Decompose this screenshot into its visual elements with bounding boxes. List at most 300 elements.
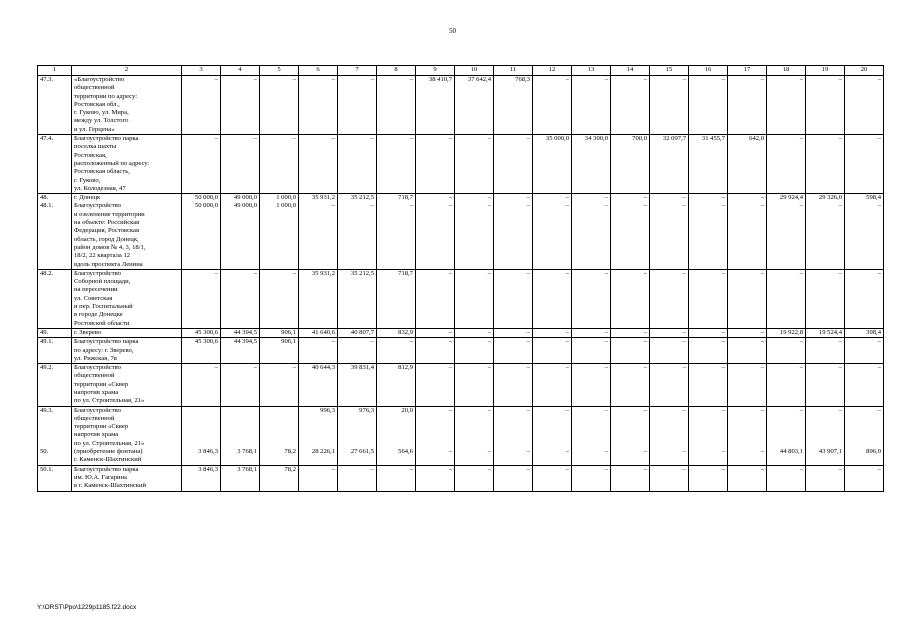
amount-cell — [650, 76, 689, 135]
cell-line: 598,4 — [866, 194, 881, 202]
cell-line: – — [331, 202, 335, 210]
amount-cell — [221, 76, 260, 135]
cell-line: – — [487, 202, 491, 210]
cell-line — [223, 407, 257, 415]
amount-cell — [221, 338, 260, 364]
cell-line: – — [448, 465, 452, 473]
cell-line: – — [799, 465, 803, 473]
cell-line: – — [799, 76, 803, 83]
amount-cell — [845, 406, 884, 465]
cell-line — [379, 431, 413, 439]
cell-line: – — [760, 269, 764, 277]
cell-line: – — [682, 269, 686, 277]
amount-cell — [767, 406, 806, 465]
cell-line — [730, 431, 764, 439]
cell-line: – — [838, 135, 842, 143]
cell-line: – — [604, 76, 608, 83]
cell-line: им. Ю.А. Гагарина — [74, 473, 127, 481]
column-number-header: 14 — [611, 66, 650, 76]
cell-line: – — [565, 194, 569, 202]
amount-cell — [806, 465, 845, 491]
amount-cell — [338, 328, 377, 337]
cell-line: 38 410,7 — [428, 76, 452, 83]
cell-line: 44 394,5 — [233, 338, 257, 346]
cell-line — [379, 415, 413, 423]
cell-line: 3 846,3 — [198, 465, 218, 473]
amount-cell — [728, 338, 767, 364]
cell-line — [457, 440, 491, 448]
cell-line: 78,2 — [284, 465, 296, 473]
budget-table — [37, 65, 884, 492]
cell-line: Ростовская, — [74, 151, 107, 159]
cell-line: – — [526, 338, 530, 346]
object-name-cell — [72, 465, 182, 491]
cell-line — [769, 415, 803, 423]
amount-cell — [533, 465, 572, 491]
cell-line — [769, 440, 803, 448]
amount-cell — [455, 194, 494, 270]
cell-line: – — [877, 338, 881, 346]
amount-cell — [806, 364, 845, 406]
cell-line: – — [760, 338, 764, 346]
amount-cell — [377, 406, 416, 465]
cell-line: – — [604, 406, 608, 414]
cell-line: Ростовская область, — [74, 168, 130, 176]
cell-line — [652, 415, 686, 423]
cell-line: – — [565, 364, 569, 372]
cell-line — [652, 423, 686, 431]
amount-cell — [572, 76, 611, 135]
cell-line: 47.3. — [40, 76, 54, 83]
table-row — [38, 328, 884, 337]
cell-line: общественной — [74, 84, 115, 92]
cell-line: 43 907,1 — [818, 448, 842, 456]
amount-cell — [377, 194, 416, 270]
cell-line — [40, 423, 69, 431]
cell-line: 832,9 — [398, 328, 413, 336]
column-number-header: 7 — [338, 66, 377, 76]
cell-line: – — [370, 338, 374, 346]
cell-line: – — [682, 406, 686, 414]
cell-line: – — [526, 135, 530, 143]
cell-line — [574, 415, 608, 423]
cell-line: 29 326,0 — [818, 194, 842, 202]
cell-line — [301, 423, 335, 431]
cell-line: – — [448, 406, 452, 414]
cell-line: 37 642,4 — [467, 76, 491, 83]
amount-cell — [221, 465, 260, 491]
cell-line — [184, 431, 218, 439]
amount-cell — [182, 269, 221, 328]
cell-line: – — [838, 465, 842, 473]
cell-line — [340, 431, 374, 439]
cell-line — [613, 423, 647, 431]
amount-cell — [221, 269, 260, 328]
cell-line: 27 661,5 — [350, 448, 374, 456]
amount-cell — [572, 269, 611, 328]
cell-line: – — [721, 328, 725, 336]
amount-cell — [338, 364, 377, 406]
column-number-header: 9 — [416, 66, 455, 76]
cell-line: – — [253, 364, 257, 372]
cell-line: – — [331, 135, 335, 143]
cell-line: г. Зверево — [74, 328, 102, 336]
amount-cell — [689, 338, 728, 364]
table-row — [38, 135, 884, 194]
cell-line: район домов № 4, 3, 18/1, — [74, 243, 146, 251]
amount-cell — [299, 465, 338, 491]
cell-line — [652, 440, 686, 448]
cell-line: – — [760, 194, 764, 202]
column-number-header-row — [38, 66, 884, 76]
amount-cell — [416, 135, 455, 194]
cell-line: – — [760, 406, 764, 414]
cell-line: – — [526, 364, 530, 372]
cell-line: 31 455,7 — [701, 135, 725, 143]
amount-cell — [806, 406, 845, 465]
cell-line: Благоустройство парка — [74, 135, 139, 143]
cell-line: – — [526, 328, 530, 336]
cell-line: – — [370, 76, 374, 83]
table-row — [38, 194, 884, 270]
cell-line: – — [643, 76, 647, 83]
cell-line: 49.3. — [40, 406, 54, 414]
amount-cell — [455, 465, 494, 491]
cell-line: по ул. Строительная, 21» — [74, 439, 145, 447]
cell-line: 768,3 — [515, 76, 530, 83]
cell-line: 906,1 — [281, 338, 296, 346]
cell-line: на объекте: Российская — [74, 219, 140, 227]
cell-line: 906,1 — [281, 328, 296, 336]
cell-line: – — [799, 202, 803, 210]
cell-line: – — [604, 328, 608, 336]
amount-cell — [494, 338, 533, 364]
amount-cell — [845, 269, 884, 328]
amount-cell — [455, 135, 494, 194]
cell-line: 1 000,0 — [276, 194, 296, 202]
cell-line — [457, 431, 491, 439]
cell-line — [574, 440, 608, 448]
amount-cell — [611, 338, 650, 364]
cell-line: 996,3 — [320, 406, 335, 414]
cell-line: – — [526, 194, 530, 202]
cell-line: – — [643, 364, 647, 372]
cell-line: 45 300,6 — [194, 328, 218, 336]
cell-line — [340, 415, 374, 423]
cell-line — [730, 440, 764, 448]
cell-line: 718,7 — [398, 194, 413, 202]
amount-cell — [689, 465, 728, 491]
cell-line — [613, 440, 647, 448]
amount-cell — [299, 194, 338, 270]
amount-cell — [845, 465, 884, 491]
cell-line: – — [604, 364, 608, 372]
cell-line: 48. — [40, 194, 49, 202]
cell-line: г. Гуково, ул. Мира, — [74, 109, 129, 117]
cell-line: – — [721, 364, 725, 372]
cell-line — [262, 423, 296, 431]
amount-cell — [728, 364, 767, 406]
cell-line — [691, 440, 725, 448]
amount-cell — [572, 364, 611, 406]
cell-line: – — [682, 364, 686, 372]
object-name-cell — [72, 194, 182, 270]
cell-line: Благоустройство — [74, 406, 121, 414]
amount-cell — [416, 194, 455, 270]
amount-cell — [689, 328, 728, 337]
amount-cell — [767, 328, 806, 337]
cell-line: Благоустройство — [74, 364, 121, 372]
cell-line: – — [253, 76, 257, 83]
amount-cell — [689, 269, 728, 328]
cell-line — [808, 440, 842, 448]
amount-cell — [260, 406, 299, 465]
object-name-cell — [72, 406, 182, 465]
amount-cell — [650, 406, 689, 465]
amount-cell — [377, 465, 416, 491]
cell-line: Соборной площади, — [74, 278, 131, 286]
cell-line — [418, 431, 452, 439]
cell-line: – — [877, 202, 881, 210]
cell-line: – — [448, 448, 452, 456]
cell-line: 35 212,5 — [350, 194, 374, 202]
cell-line — [496, 440, 530, 448]
cell-line — [418, 423, 452, 431]
cell-line: – — [526, 202, 530, 210]
cell-line: 896,0 — [866, 448, 881, 456]
column-number-header: 3 — [182, 66, 221, 76]
cell-line: 49.2. — [40, 364, 54, 372]
amount-cell — [377, 328, 416, 337]
amount-cell — [650, 364, 689, 406]
cell-line: – — [877, 465, 881, 473]
column-number-header: 20 — [845, 66, 884, 76]
cell-line: – — [370, 135, 374, 143]
cell-line — [457, 423, 491, 431]
column-number-header: 1 — [38, 66, 72, 76]
cell-line: 3 768,1 — [237, 448, 257, 456]
cell-line: – — [799, 269, 803, 277]
amount-cell — [455, 76, 494, 135]
cell-line: – — [604, 269, 608, 277]
cell-line: Благоустройство — [74, 269, 121, 277]
cell-line: – — [760, 364, 764, 372]
cell-line — [340, 440, 374, 448]
amount-cell — [689, 364, 728, 406]
amount-cell — [221, 364, 260, 406]
cell-line: 718,7 — [398, 269, 413, 277]
cell-line: – — [877, 406, 881, 414]
cell-line: – — [487, 364, 491, 372]
cell-line — [40, 431, 69, 439]
amount-cell — [260, 465, 299, 491]
cell-line: – — [682, 194, 686, 202]
amount-cell — [494, 406, 533, 465]
column-number-header: 18 — [767, 66, 806, 76]
amount-cell — [533, 76, 572, 135]
cell-line: – — [487, 328, 491, 336]
amount-cell — [182, 328, 221, 337]
cell-line: Ростовская обл., — [74, 100, 120, 108]
cell-line: – — [799, 406, 803, 414]
amount-cell — [416, 269, 455, 328]
amount-cell — [455, 269, 494, 328]
cell-line: расположенный по адресу: — [74, 159, 150, 167]
cell-line: 78,2 — [284, 448, 296, 456]
amount-cell — [377, 338, 416, 364]
amount-cell — [494, 269, 533, 328]
amount-cell — [533, 328, 572, 337]
cell-line: – — [604, 202, 608, 210]
amount-cell — [767, 364, 806, 406]
cell-line — [574, 431, 608, 439]
amount-cell — [806, 269, 845, 328]
amount-cell — [533, 135, 572, 194]
cell-line: ул. Советская — [74, 294, 113, 302]
cell-line — [457, 415, 491, 423]
cell-line: – — [643, 328, 647, 336]
cell-line: ул. Рижская, 7в — [74, 354, 117, 362]
cell-line — [847, 431, 881, 439]
amount-cell — [182, 364, 221, 406]
cell-line: – — [292, 76, 296, 83]
amount-cell — [572, 465, 611, 491]
object-name-cell — [72, 364, 182, 406]
cell-line — [379, 440, 413, 448]
cell-line: 49 000,0 — [233, 194, 257, 202]
cell-line: 47.4. — [40, 135, 54, 143]
cell-line: – — [838, 364, 842, 372]
amount-cell — [299, 338, 338, 364]
cell-line: Ростовской области — [74, 319, 130, 327]
cell-line — [301, 440, 335, 448]
amount-cell — [845, 338, 884, 364]
cell-line: – — [292, 269, 296, 277]
amount-cell — [611, 406, 650, 465]
amount-cell — [494, 135, 533, 194]
cell-line — [730, 423, 764, 431]
table-row — [38, 406, 884, 465]
column-number-header: 17 — [728, 66, 767, 76]
cell-line — [496, 423, 530, 431]
amount-cell — [767, 338, 806, 364]
amount-cell — [728, 135, 767, 194]
cell-line — [808, 431, 842, 439]
amount-cell — [338, 269, 377, 328]
cell-line: г. Гуково, — [74, 176, 101, 184]
cell-line: – — [526, 406, 530, 414]
cell-line: 50. — [40, 448, 49, 456]
amount-cell — [611, 364, 650, 406]
cell-line: 3 846,3 — [198, 448, 218, 456]
amount-cell — [221, 406, 260, 465]
cell-line: по адресу: г. Зверево, — [74, 346, 134, 354]
cell-line — [223, 415, 257, 423]
cell-line: – — [643, 465, 647, 473]
cell-line: 20,0 — [401, 406, 413, 414]
amount-cell — [611, 269, 650, 328]
cell-line — [808, 415, 842, 423]
amount-cell — [416, 328, 455, 337]
cell-line: 18/2, 22 квартала 12 — [74, 252, 131, 260]
cell-line: – — [409, 202, 413, 210]
cell-line: вдоль проспекта Ленина — [74, 260, 143, 268]
amount-cell — [494, 328, 533, 337]
amount-cell — [806, 328, 845, 337]
amount-cell — [221, 328, 260, 337]
amount-cell — [338, 135, 377, 194]
cell-line — [262, 431, 296, 439]
cell-line: 1 000,0 — [276, 202, 296, 210]
cell-line: территории по адресу: — [74, 92, 138, 100]
amount-cell — [845, 364, 884, 406]
cell-line — [301, 415, 335, 423]
amount-cell — [299, 269, 338, 328]
cell-line: – — [214, 364, 218, 372]
cell-line: 35 212,5 — [350, 269, 374, 277]
amount-cell — [221, 194, 260, 270]
column-number-header: 6 — [299, 66, 338, 76]
amount-cell — [299, 406, 338, 465]
cell-line: 35 931,2 — [311, 269, 335, 277]
cell-line: по ул. Строительная, 21» — [74, 397, 145, 405]
cell-line: 29 924,4 — [779, 194, 803, 202]
cell-line: – — [721, 448, 725, 456]
cell-line: 34 300,0 — [584, 135, 608, 143]
cell-line: 50.1. — [40, 465, 54, 473]
amount-cell — [728, 465, 767, 491]
amount-cell — [299, 135, 338, 194]
cell-line: 35 000,0 — [545, 135, 569, 143]
cell-line: – — [721, 406, 725, 414]
amount-cell — [611, 76, 650, 135]
cell-line: и ул. Герцена» — [74, 125, 115, 133]
cell-line — [808, 423, 842, 431]
cell-line: 700,0 — [632, 135, 647, 143]
cell-line: между ул. Толстого — [74, 117, 129, 125]
column-number-header: 5 — [260, 66, 299, 76]
amount-cell — [650, 465, 689, 491]
amount-cell — [650, 338, 689, 364]
cell-line — [574, 423, 608, 431]
cell-line: 48.2. — [40, 269, 54, 277]
row-number-cell — [38, 364, 72, 406]
cell-line: – — [877, 135, 881, 143]
amount-cell — [338, 338, 377, 364]
cell-line: – — [565, 76, 569, 83]
cell-line: – — [721, 76, 725, 83]
table-row — [38, 364, 884, 406]
row-number-cell — [38, 76, 72, 135]
cell-line — [40, 440, 69, 448]
amount-cell — [572, 406, 611, 465]
cell-line: 3 768,1 — [237, 465, 257, 473]
cell-line: территории «Сквер — [74, 423, 129, 431]
cell-line: 28 226,1 — [311, 448, 335, 456]
cell-line — [418, 440, 452, 448]
amount-cell — [416, 465, 455, 491]
cell-line: – — [682, 202, 686, 210]
cell-line: – — [682, 76, 686, 83]
amount-cell — [533, 269, 572, 328]
cell-line: – — [721, 202, 725, 210]
column-number-header: 15 — [650, 66, 689, 76]
cell-line: (приобретение фонтана) — [74, 448, 143, 456]
amount-cell — [260, 328, 299, 337]
amount-cell — [182, 194, 221, 270]
amount-cell — [221, 135, 260, 194]
amount-cell — [806, 76, 845, 135]
